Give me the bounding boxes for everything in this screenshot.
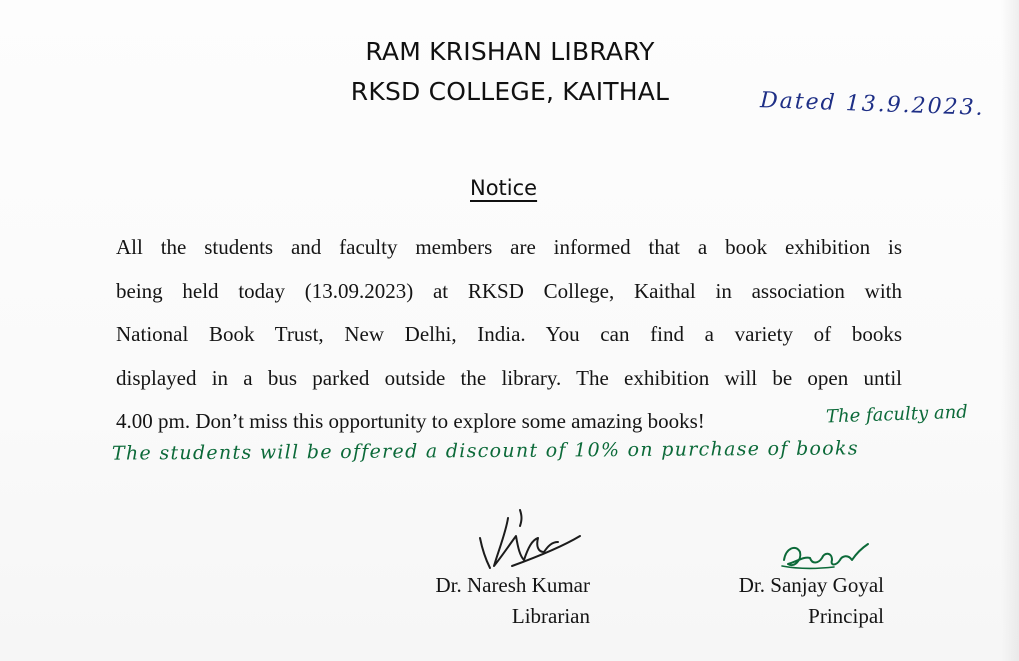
notice-body <box>116 226 902 444</box>
notice-body-line: being held today (13.09.2023) at RKSD College, Kaithal in association with <box>116 278 902 303</box>
notice-body-line: National Book Trust, New Delhi, India. You can find a variety of books <box>116 322 902 346</box>
handwritten-note-line-2: The students will be offered a discount of 10% on purchase of books <box>111 437 859 465</box>
college-name: RKSD COLLEGE, KAITHAL <box>350 77 670 106</box>
principal-signature <box>776 538 876 574</box>
notice-body-line: 4.00 pm. Don’t miss this opportunity to explore some amazing books! <box>116 409 705 433</box>
handwritten-note-line-1: The faculty and <box>825 401 969 428</box>
principal-title: Principal <box>808 604 884 628</box>
letterhead <box>250 32 770 112</box>
page-edge-shadow <box>1001 0 1019 661</box>
handwritten-date: Dated 13.9.2023. <box>759 88 986 121</box>
principal-name: Dr. Sanjay Goyal <box>738 573 884 597</box>
librarian-signatory <box>380 570 590 632</box>
notice-body-line: displayed in a bus parked outside the library. The exhibition will be open until <box>116 365 902 390</box>
library-name: RAM KRISHAN LIBRARY <box>365 37 655 66</box>
principal-signatory <box>690 570 884 632</box>
notice-title: Notice <box>470 176 538 200</box>
librarian-title: Librarian <box>511 604 590 628</box>
librarian-signature <box>468 496 588 576</box>
notice-body-line: All the students and faculty members are informed that a book exhibition is <box>116 235 902 259</box>
librarian-name: Dr. Naresh Kumar <box>435 573 590 597</box>
